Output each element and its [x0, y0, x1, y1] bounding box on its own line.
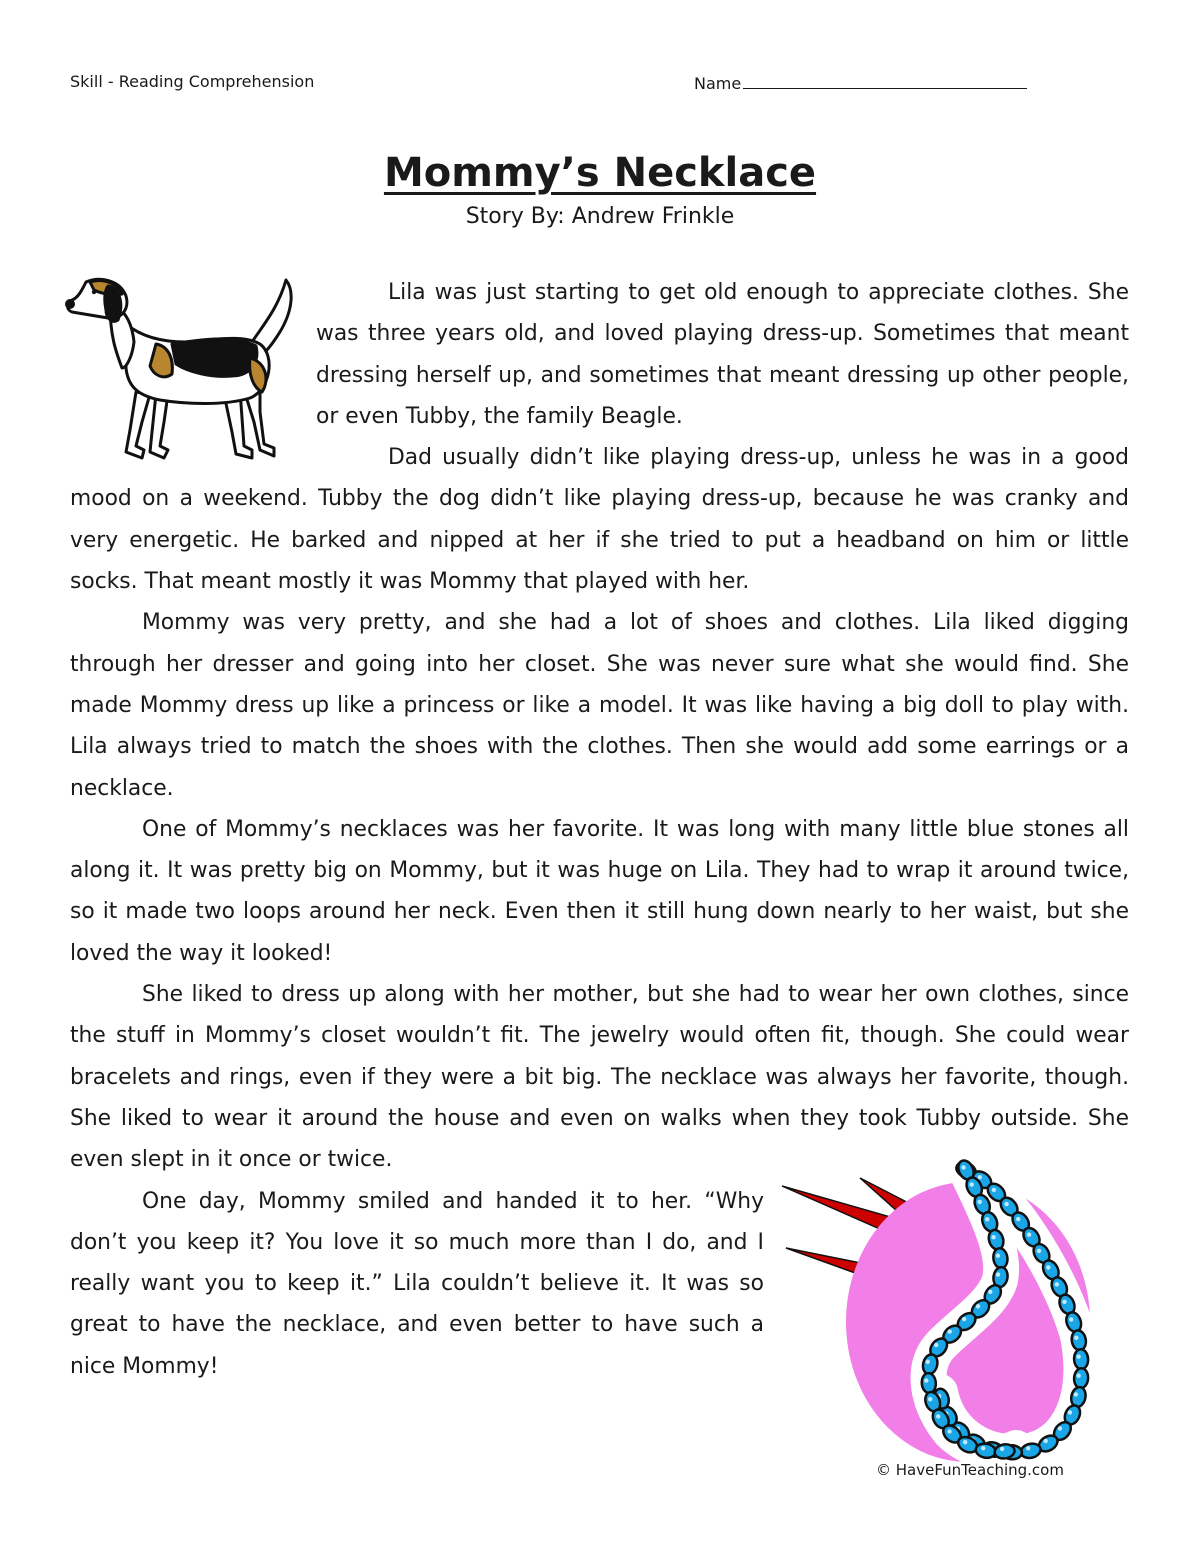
worksheet-title: Mommy’s Necklace	[383, 150, 817, 196]
bead-highlight	[963, 1440, 967, 1444]
bead-highlight	[996, 1272, 1000, 1276]
story-byline: Story By: Andrew Frinkle	[465, 204, 735, 229]
bead-highlight	[988, 1290, 992, 1294]
story-paragraph-1: Lila was just starting to get old enough to appreciate clothes. She was three years old, and loved playing dress-up. Sometimes that meant dressing herself up, and sometimes that meant dressing up other people, or even Tubby, the family Beagle.	[316, 280, 1129, 429]
bead-highlight	[926, 1360, 930, 1364]
bead-highlight	[1044, 1439, 1048, 1443]
blue-bead-necklace-illustration	[780, 1156, 1120, 1468]
skill-label: Skill - Reading Comprehension	[70, 72, 315, 91]
story-paragraph-4: One of Mommy’s necklaces was her favorite. It was long with many little blue stones all along it. It was pretty big on Mommy, but it was huge on Lila. They had to wrap it around twice, so it made two loops around her neck. Even then it still hung down nearly to her waist, but she loved the way it looked!	[70, 816, 1129, 966]
bead-highlight	[1068, 1410, 1072, 1414]
beagle-image-space	[64, 274, 296, 464]
page-header	[70, 72, 1030, 96]
bead-highlight	[1076, 1355, 1080, 1359]
bead-highlight	[978, 1175, 982, 1179]
bead-highlight	[976, 1304, 980, 1308]
story-paragraph-3: Mommy was very pretty, and she had a lot of shoes and clothes. Lila liked digging through her dresser and going into her closet. She was never sure what she would find. She made Mommy dress up like a princess or like a model. It was like having a big doll to play with. Lila always tried to match the shoes with the clothes. Then she would add some earrings or a necklace.	[70, 610, 1129, 801]
bead-highlight	[928, 1397, 932, 1401]
bead-highlight	[996, 1254, 1000, 1258]
bead-highlight	[1076, 1374, 1080, 1378]
bead-highlight	[1055, 1282, 1059, 1286]
bead-highlight	[961, 1165, 965, 1169]
story-paragraph-5: She liked to dress up along with her mother, but she had to wear her own clothes, since the stuff in Mommy’s closet wouldn’t fit. The jewelry would often fit, though. She could wear bracelets and rings, even if they were a bit big. The necklace was always her favorite, though. She liked to wear it around the house and even on walks when they took Tubby outside. She even slept in it once or twice.	[70, 982, 1129, 1173]
bead-highlight	[936, 1414, 940, 1418]
name-field	[694, 72, 1027, 93]
bead-highlight	[1004, 1202, 1008, 1206]
bead-highlight	[1069, 1317, 1073, 1321]
necklace-bead	[1074, 1349, 1089, 1370]
bead-highlight	[1062, 1300, 1066, 1304]
name-blank-line[interactable]	[743, 72, 1027, 89]
bead-highlight	[991, 1235, 995, 1239]
bead-highlight	[948, 1329, 952, 1333]
bead-highlight	[978, 1200, 982, 1204]
bead-highlight	[1046, 1265, 1050, 1269]
bead-highlight	[924, 1378, 928, 1382]
bead-highlight	[970, 1182, 974, 1186]
name-label: Name	[694, 74, 742, 93]
bead-highlight	[1027, 1233, 1031, 1237]
bead-highlight	[1058, 1426, 1062, 1430]
bead-highlight	[1026, 1446, 1030, 1450]
bead-highlight	[981, 1446, 985, 1450]
bead-highlight	[985, 1217, 989, 1221]
bead-highlight	[1074, 1336, 1078, 1340]
bead-highlight	[1037, 1249, 1041, 1253]
necklace-bead	[1073, 1368, 1088, 1389]
bead-highlight	[934, 1343, 938, 1347]
story-paragraph-2: Dad usually didn’t like playing dress-up, unless he was in a good mood on a weekend. Tubby the dog didn’t like playing dress-up, because he was cranky and very energetic. He barked and nipped at her if she tried to put a headband on him or little socks. That meant mostly it was Mommy that played with her.	[70, 445, 1129, 595]
bead-highlight	[1074, 1392, 1078, 1396]
bead-highlight	[992, 1188, 996, 1192]
copyright-notice: © HaveFunTeaching.com	[876, 1461, 1064, 1479]
bead-highlight	[947, 1429, 951, 1433]
story-paragraph-6: One day, Mommy smiled and handed it to her. “Why don’t you keep it? You love it so much more than I do, and I really want you to keep it.” Lila couldn’t believe it. It was so great to have the necklace, and even better to have such a nice Mommy!	[70, 1188, 764, 1379]
bead-highlight	[962, 1317, 966, 1321]
bead-highlight	[1000, 1447, 1004, 1451]
bead-highlight	[1016, 1217, 1020, 1221]
necklace-bead	[921, 1373, 937, 1394]
